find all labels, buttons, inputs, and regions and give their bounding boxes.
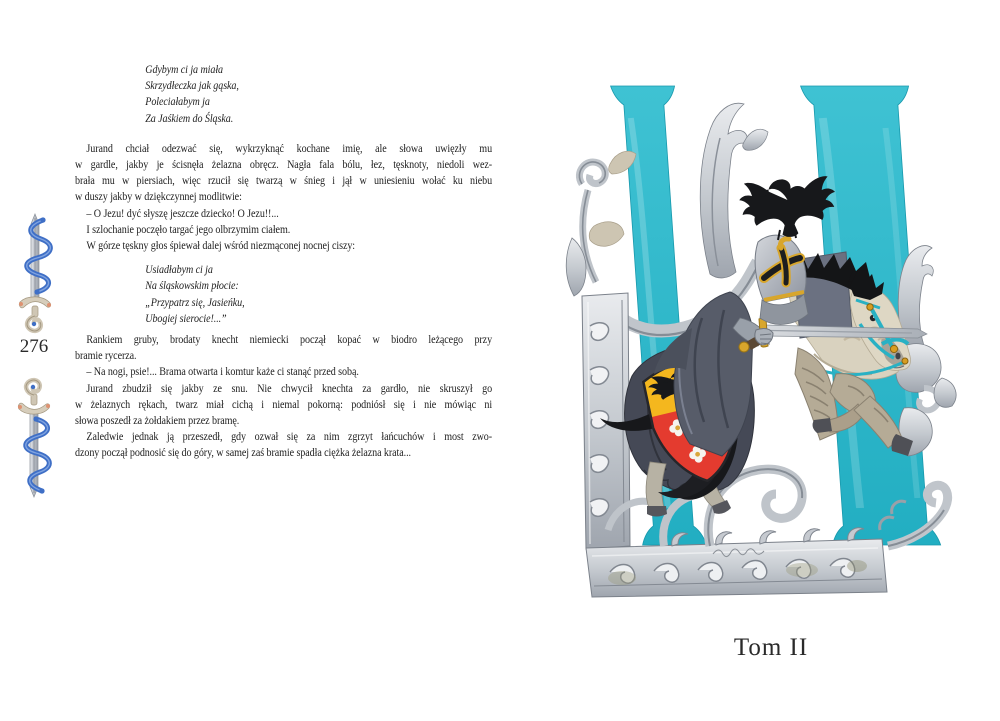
text-line: I szlochanie poczęło targać jego olbrzymim ciałem. [86, 223, 291, 236]
text-line: brała mu w piersiach, więc rzucił się twarzą w śnieg i jął w uniesieniu wołać ku niebu [75, 175, 493, 188]
paragraph-4 [75, 238, 492, 254]
text-line: dzony począł podnosić się do góry, w samej zaś bramie spadła ciężka żelazna krata... [75, 447, 411, 460]
paragraph-2 [75, 206, 492, 222]
text-line: – Na nogi, psie!... Brama otwarta i komtur każe ci stanąć przed sobą. [86, 366, 359, 379]
paragraph-3 [75, 222, 492, 238]
text-line: – O Jezu! dyć słyszę jeszcze dziecko! O Jezu!!... [86, 207, 279, 220]
paragraph-1 [75, 141, 492, 206]
poem-line: Skrzydłeczka jak gąska, [145, 80, 239, 93]
paragraph-5 [75, 332, 492, 364]
paragraph-7 [75, 381, 492, 430]
poem-line: Gdybym ci ja miała [145, 64, 224, 76]
text-line: Rankiem gruby, brodaty knecht niemiecki począł kopać w biodro leżącego przy [86, 334, 493, 347]
poem-stanza-1 [145, 62, 492, 127]
text-line: W górze tęskny głos śpiewał dalej wśród niezmąconej nocnej ciszy: [86, 240, 356, 253]
text-line: w duszy jakby w dziękczynnej modlitwie: [75, 191, 242, 204]
poem-line: Za Jaśkiem do Śląska. [145, 112, 234, 125]
poem-line: Ubogiej sierocie!...” [145, 312, 227, 325]
paragraph-6 [75, 364, 492, 380]
text-line: Jurand chciał odezwać się, wykrzyknąć kochane imię, ale słowa uwięzły mu [86, 142, 493, 155]
text-line: Jurand zbudził się jakby ze snu. Nie chwycił knechta za gardło, nie skruszył go [86, 382, 493, 395]
poem-line: Na śląskowskim płocie: [145, 280, 239, 293]
volume-caption: Tom II [733, 634, 809, 661]
text-column [75, 62, 492, 462]
knight-helmet [755, 235, 808, 324]
sword-ribbon-ornament-top [14, 212, 56, 334]
text-line: w gardle, jakby je ścisnęła żelazna obręcz. Nagła fala bólu, łez, tęsknoty, niedoli wez- [75, 159, 493, 172]
gauntlet [755, 329, 773, 345]
poem-line: „Przypatrz się, Jasieńku, [145, 296, 245, 309]
scrollwork-left-top [566, 151, 636, 296]
text-line: słowa poszedł za żołdakiem przez bramę. [75, 415, 240, 428]
illuminated-initial-knight-illustration [552, 78, 978, 603]
text-line: bramie rycerza. [75, 350, 137, 363]
sword-ribbon-ornament-bottom [13, 377, 55, 499]
poem-line: Usiadłabym ci ja [145, 264, 213, 277]
page-number: 276 [19, 336, 49, 357]
poem-line: Poleciałabym ja [145, 96, 210, 109]
paragraph-8 [75, 429, 492, 461]
text-line: w żelaznych rękach, twarz miał cichą i niemal pokorną: podniósł się i nie mówiąc ni [75, 398, 493, 411]
poem-stanza-2 [145, 262, 492, 327]
text-line: Zaledwie jednak ją przeszedł, gdy ozwał się za nim zgrzyt łańcuchów i most zwo- [86, 431, 493, 444]
